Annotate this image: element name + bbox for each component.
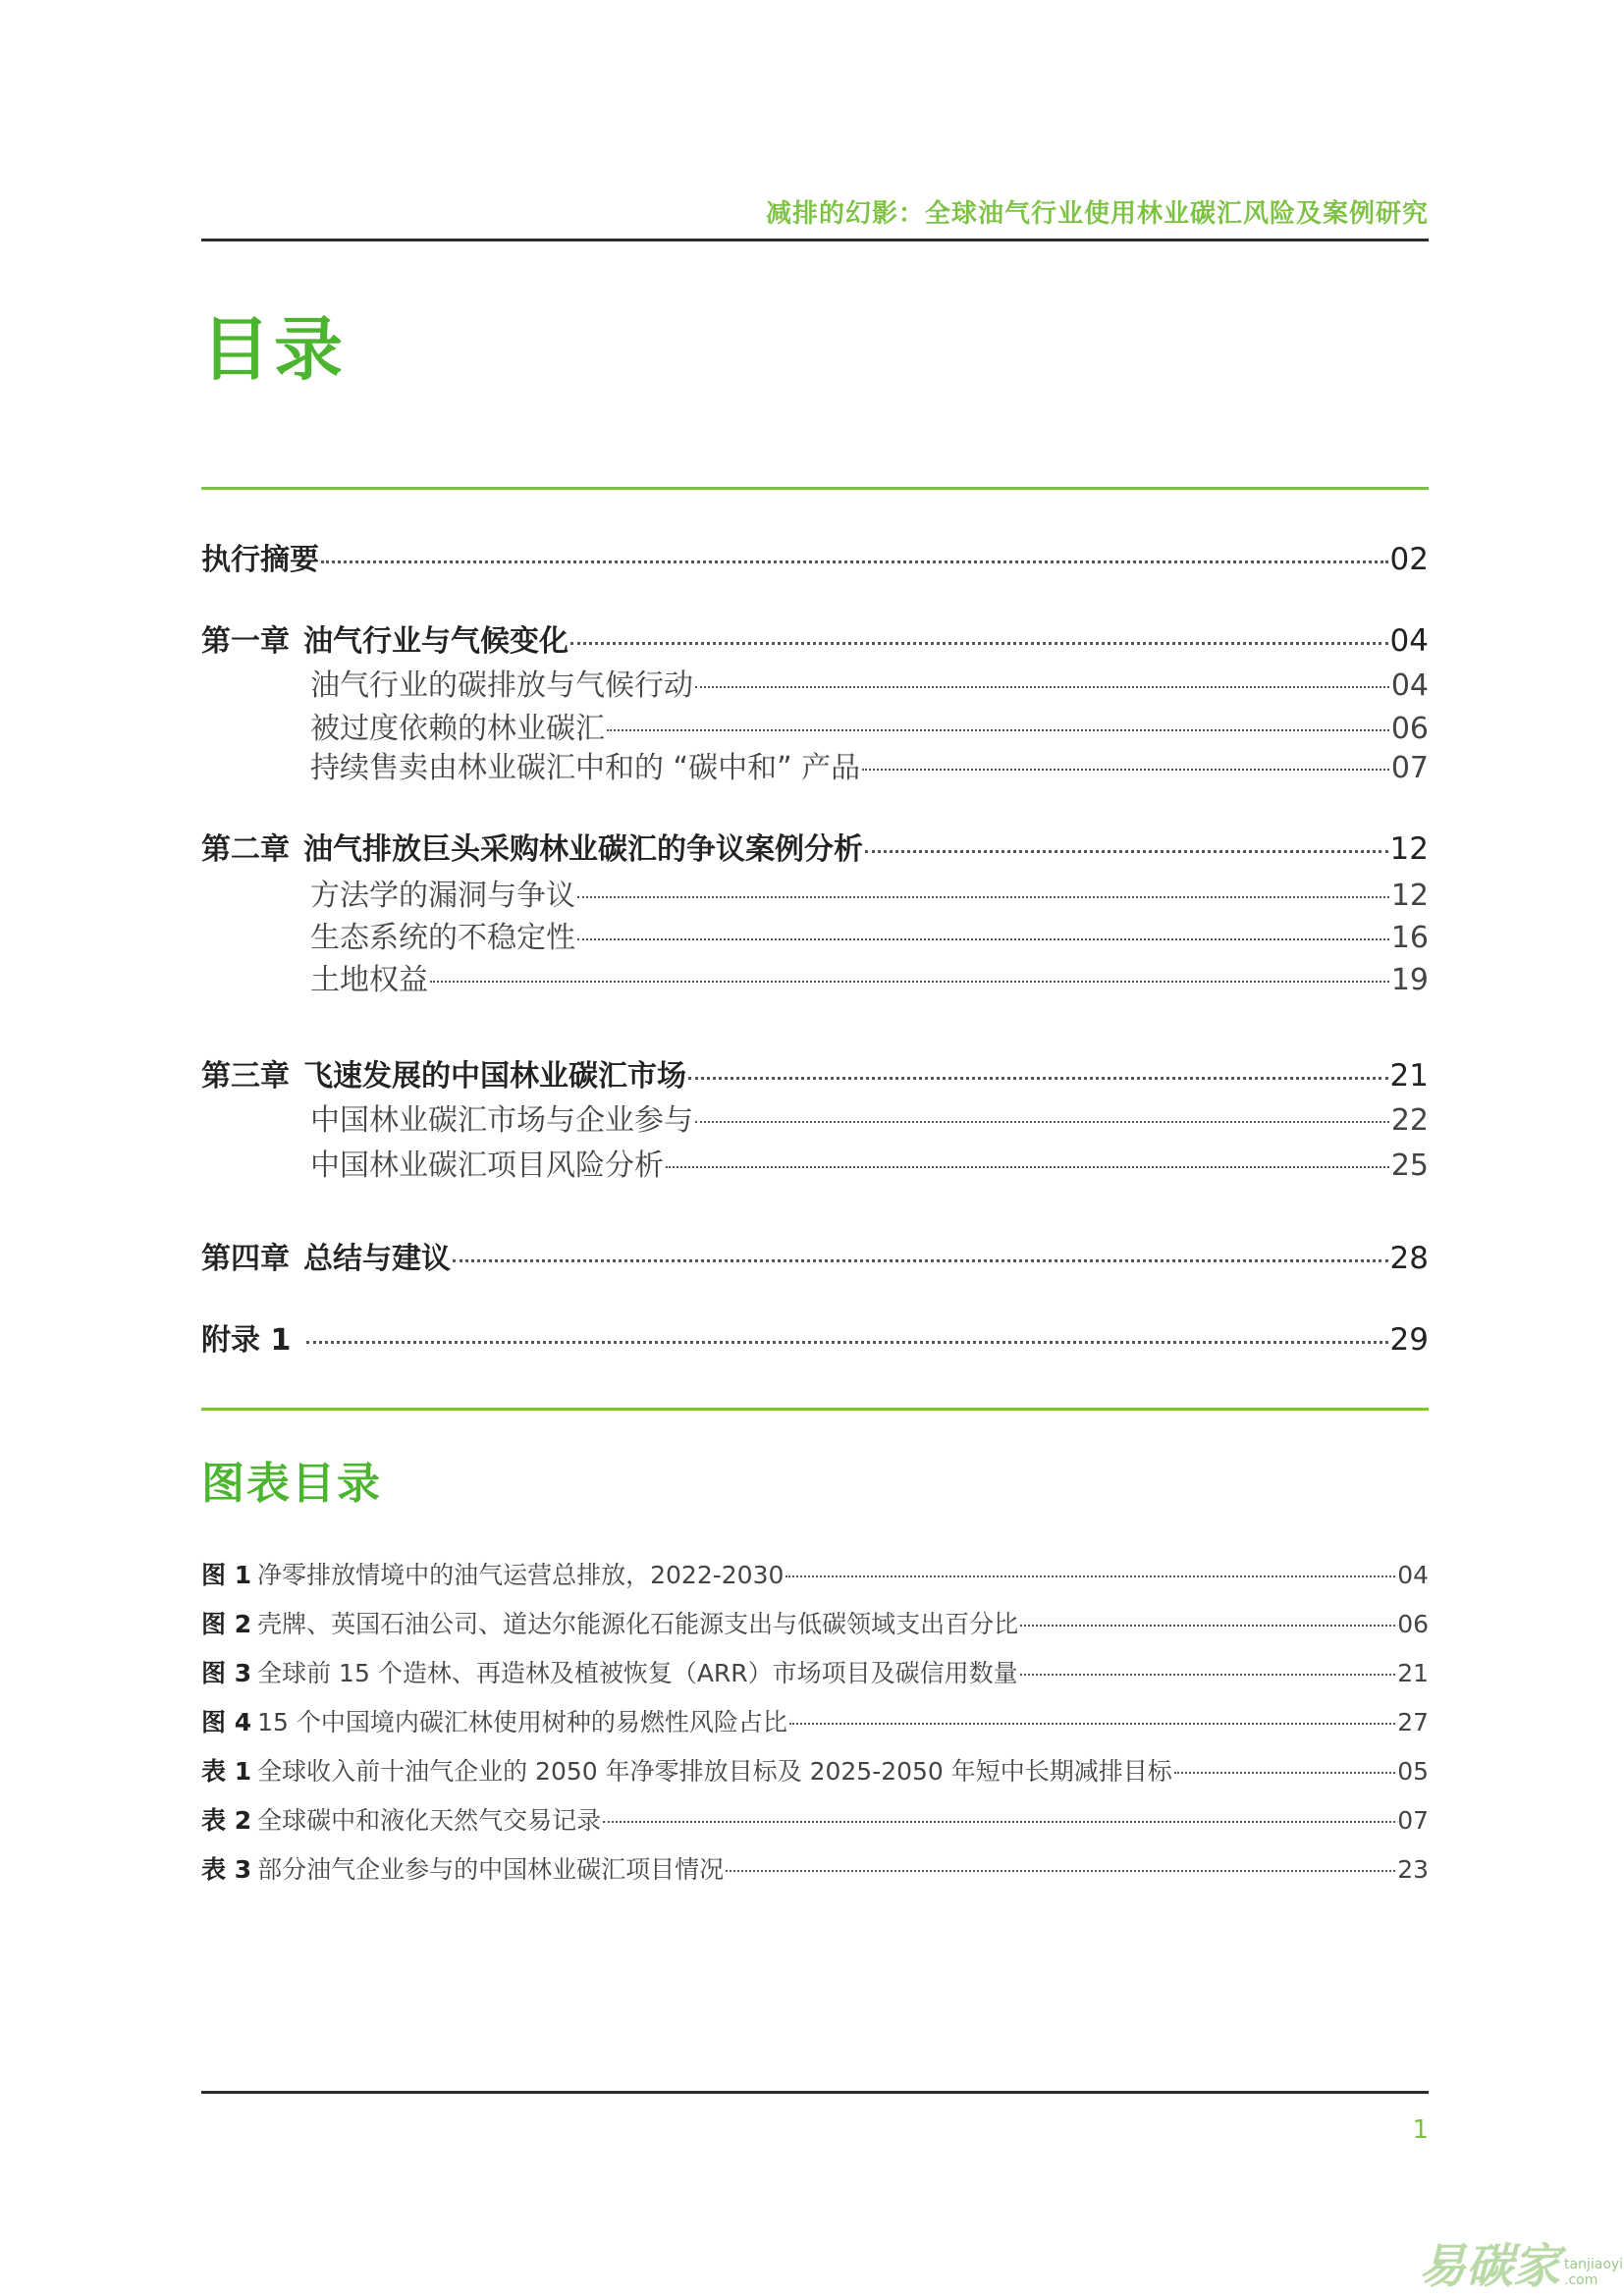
toc-entry-title: 持续售卖由林业碳汇中和的 “碳中和” 产品 [310, 751, 861, 785]
toc-bottom-rule [201, 1408, 1429, 1411]
toc-entry-label: 执行摘要 [201, 543, 319, 577]
watermark-text: 易碳家 [1419, 2239, 1561, 2294]
table-entry-page: 23 [1397, 1855, 1429, 1884]
toc-entry-appendix-1[interactable] [201, 1315, 1429, 1359]
figure-entry-page: 21 [1397, 1659, 1429, 1687]
figure-entry-page: 06 [1397, 1610, 1429, 1638]
figure-entry[interactable] [201, 1556, 1429, 1591]
toc-entry-page: 04 [1390, 668, 1429, 703]
leader-dots [430, 981, 1389, 983]
figure-entry-title: 净零排放情境中的油气运营总排放，2022-2030 [257, 1561, 785, 1589]
toc-entry-section[interactable] [201, 913, 1429, 956]
toc-entry-page: 28 [1389, 1241, 1429, 1276]
toc-entry-chapter-4[interactable] [201, 1234, 1429, 1277]
watermark-domain-suffix: .com [1564, 2272, 1598, 2288]
toc-entry-title: 生态系统的不稳定性 [310, 921, 575, 955]
toc-entry-title: 油气排放巨头采购林业碳汇的争议案例分析 [303, 832, 863, 867]
toc-entry-page: 16 [1390, 921, 1429, 955]
leader-dots [726, 1870, 1395, 1872]
toc-title: 目录 [201, 309, 347, 390]
leader-dots [570, 642, 1388, 645]
leader-dots [695, 686, 1389, 688]
figure-entry[interactable] [201, 1654, 1429, 1689]
table-entry-page: 07 [1397, 1806, 1429, 1835]
toc-entry-page: 12 [1389, 831, 1429, 867]
toc-entry-section[interactable] [201, 871, 1429, 914]
figure-entry-label: 图 2 [201, 1610, 252, 1638]
leader-dots [1174, 1772, 1395, 1774]
toc-entry-section[interactable] [201, 704, 1429, 747]
toc-entry-section[interactable] [201, 955, 1429, 998]
toc-entry-title: 方法学的漏洞与争议 [310, 879, 575, 913]
leader-dots [321, 561, 1388, 563]
toc-entry-page: 25 [1390, 1148, 1429, 1183]
leader-dots [1020, 1674, 1396, 1676]
toc-entry-section[interactable] [201, 743, 1429, 786]
toc-entry-page: 04 [1389, 623, 1429, 659]
toc-top-rule [201, 487, 1429, 490]
toc-entry-label: 第四章 [201, 1242, 290, 1276]
watermark-domain-name: tanjiaoyi [1564, 2257, 1624, 2272]
leader-dots [607, 729, 1389, 731]
toc-entry-label: 附录 1 [201, 1323, 292, 1358]
toc-entry-page: 22 [1390, 1103, 1429, 1138]
toc-entry-chapter-2[interactable] [201, 825, 1429, 868]
figure-entry-page: 04 [1397, 1561, 1429, 1589]
leader-dots [1020, 1625, 1395, 1627]
figures-title: 图表目录 [201, 1459, 382, 1509]
table-entry-title: 部分油气企业参与的中国林业碳汇项目情况 [257, 1855, 725, 1884]
figure-entry-label: 图 4 [201, 1708, 252, 1736]
toc-entry-title: 油气行业的碳排放与气候行动 [310, 668, 693, 703]
toc-entry-chapter-3[interactable] [201, 1051, 1429, 1095]
toc-entry-label: 第一章 [201, 624, 290, 659]
toc-entry-page: 06 [1390, 712, 1429, 746]
leader-dots [577, 938, 1389, 940]
toc-entry-section[interactable] [201, 1141, 1429, 1184]
table-entry-label: 表 1 [201, 1757, 252, 1786]
leader-dots [577, 896, 1389, 898]
leader-dots [453, 1259, 1388, 1262]
toc-entry-section[interactable] [201, 661, 1429, 704]
toc-entry-executive-summary[interactable] [201, 535, 1429, 578]
toc-entry-label: 第二章 [201, 832, 290, 867]
table-entry-title: 全球碳中和液化天然气交易记录 [257, 1806, 602, 1835]
leader-dots [785, 1575, 1395, 1577]
watermark-domain [1564, 2257, 1623, 2288]
toc-entry-title: 中国林业碳汇市场与企业参与 [310, 1103, 693, 1138]
toc-entry-title: 总结与建议 [303, 1242, 451, 1276]
toc-entry-title: 油气行业与气候变化 [303, 624, 568, 659]
figure-entry-title: 15 个中国境内碳汇林使用树种的易燃性风险占比 [257, 1708, 787, 1736]
figure-entry[interactable] [201, 1605, 1429, 1640]
toc-entry-title: 中国林业碳汇项目风险分析 [310, 1148, 664, 1183]
figure-entry-page: 27 [1397, 1708, 1429, 1736]
table-entry-title: 全球收入前十油气企业的 2050 年净零排放目标及 2025-2050 年短中长期减排目标 [257, 1757, 1172, 1786]
toc-entry-title: 飞速发展的中国林业碳汇市场 [303, 1059, 686, 1094]
figure-entry[interactable] [201, 1703, 1429, 1738]
toc-entry-page: 19 [1390, 963, 1429, 997]
toc-entry-page: 02 [1389, 542, 1429, 577]
figure-entry-label: 图 3 [201, 1659, 252, 1687]
footer-rule [201, 2091, 1429, 2094]
table-entry-page: 05 [1397, 1757, 1429, 1786]
toc-entry-page: 29 [1389, 1322, 1429, 1358]
toc-entry-page: 12 [1390, 879, 1429, 913]
running-header: 减排的幻影：全球油气行业使用林业碳汇风险及案例研究 [765, 199, 1429, 229]
leader-dots [865, 850, 1388, 853]
leader-dots [695, 1121, 1389, 1123]
leader-dots [306, 1341, 1387, 1344]
figure-entry-label: 图 1 [201, 1561, 252, 1589]
figure-entry-title: 壳牌、英国石油公司、道达尔能源化石能源支出与低碳领域支出百分比 [257, 1610, 1019, 1638]
watermark-logo [1419, 2228, 1623, 2296]
table-entry-label: 表 3 [201, 1855, 252, 1884]
leader-dots [789, 1723, 1395, 1725]
toc-entry-title: 土地权益 [310, 963, 428, 997]
table-entry[interactable] [201, 1850, 1429, 1886]
page-number: 1 [1412, 2115, 1429, 2145]
leader-dots [603, 1821, 1395, 1823]
table-entry-label: 表 2 [201, 1806, 252, 1835]
toc-entry-chapter-1[interactable] [201, 616, 1429, 660]
toc-entry-section[interactable] [201, 1095, 1429, 1139]
toc-entry-title: 被过度依赖的林业碳汇 [310, 712, 605, 746]
table-entry[interactable] [201, 1801, 1429, 1837]
table-entry[interactable] [201, 1752, 1429, 1788]
header-rule [201, 239, 1429, 241]
leader-dots [688, 1077, 1388, 1080]
toc-entry-page: 07 [1390, 751, 1429, 785]
leader-dots [862, 769, 1389, 771]
toc-entry-label: 第三章 [201, 1059, 290, 1094]
leader-dots [666, 1166, 1389, 1168]
toc-entry-page: 21 [1389, 1058, 1429, 1094]
figure-entry-title: 全球前 15 个造林、再造林及植被恢复（ARR）市场项目及碳信用数量 [257, 1659, 1018, 1687]
